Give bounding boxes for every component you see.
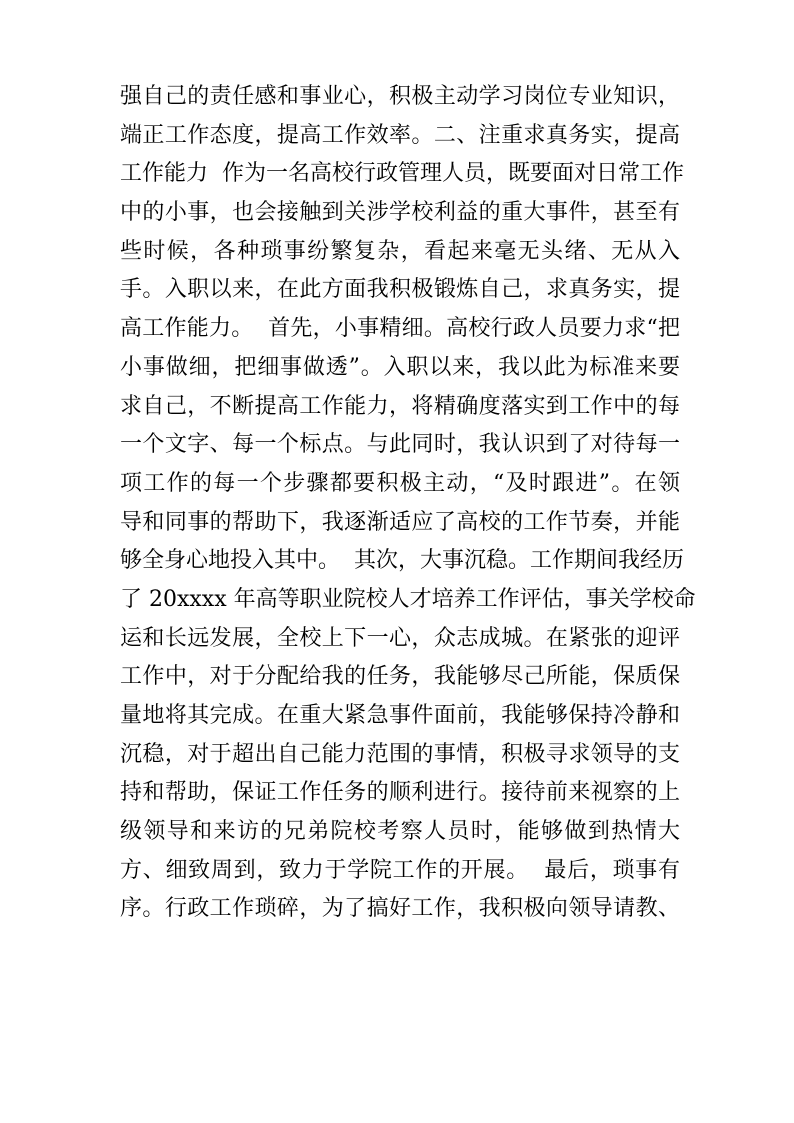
text-line: 运和长远发展，全校上下一心，众志成城。在紧张的迎评 [120, 625, 680, 651]
body-text [120, 78, 696, 929]
text-line: 手。入职以来，在此方面我积极锻炼自己，求真务实，提 [120, 277, 680, 303]
text-line: 中的小事，也会接触到关涉学校利益的重大事件，甚至有 [120, 200, 680, 226]
text-line: 项工作的每一个步骤都要积极主动，“及时跟进”。在领 [120, 470, 680, 496]
text-line: 够全身心地投入其中。 其次，大事沉稳。工作期间我经历 [120, 548, 684, 574]
text-line: 小事做细，把细事做透”。入职以来，我以此为标准来要 [120, 354, 680, 380]
text-line: 一个文字、每一个标点。与此同时，我认识到了对待每一 [120, 432, 680, 458]
text-line: 求自己，不断提高工作能力，将精确度落实到工作中的每 [120, 393, 680, 419]
text-line: 导和同事的帮助下，我逐渐适应了高校的工作节奏，并能 [120, 509, 680, 535]
text-line: 量地将其完成。在重大紧急事件面前，我能够保持冷静和 [120, 703, 680, 728]
text-line: 端正工作态度，提高工作效率。二、注重求真务实，提高 [120, 122, 680, 148]
text-line: 工作能力 作为一名高校行政管理人员，既要面对日常工作 [120, 161, 684, 187]
text-line: 强自己的责任感和事业心，积极主动学习岗位专业知识， [120, 84, 680, 109]
text-line: 序。行政工作琐碎，为了搞好工作，我积极向领导请教、 [120, 896, 680, 922]
text-line: 持和帮助，保证工作任务的顺利进行。接待前来视察的上 [120, 780, 680, 806]
text-line: 方、细致周到，致力于学院工作的开展。 最后，琐事有 [120, 857, 680, 883]
text-line: 些时候，各种琐事纷繁复杂，看起来毫无头绪、无从入 [120, 238, 680, 264]
text-line: 级领导和来访的兄弟院校考察人员时，能够做到热情大 [120, 819, 680, 845]
text-line: 工作中，对于分配给我的任务，我能够尽己所能，保质保 [120, 664, 680, 690]
text-line: 了 20xxxx 年高等职业院校人才培养工作评估，事关学校命 [120, 586, 696, 612]
text-line: 沉稳，对于超出自己能力范围的事情，积极寻求领导的支 [120, 741, 680, 767]
text-line: 高工作能力。 首先，小事精细。高校行政人员要力求“把 [120, 316, 680, 342]
